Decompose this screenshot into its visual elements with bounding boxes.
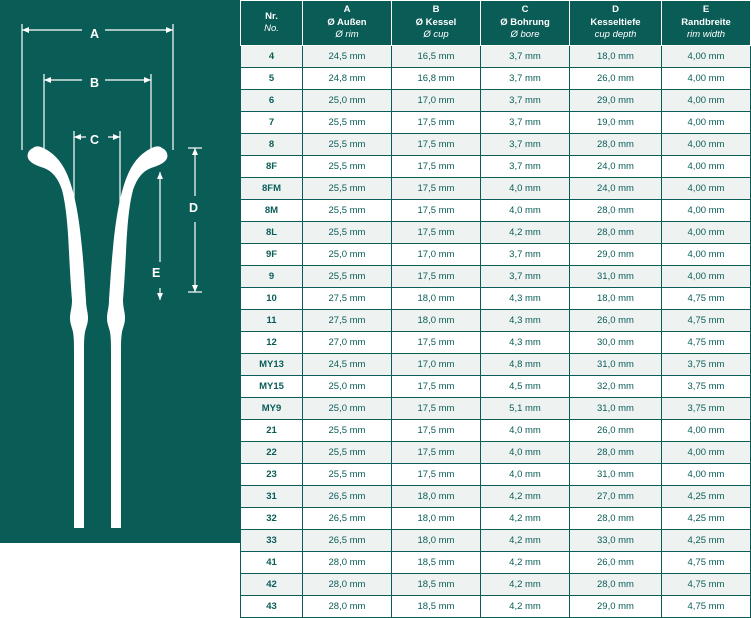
cell-c: 4,2 mm — [481, 595, 570, 617]
cell-b: 18,0 mm — [392, 309, 481, 331]
cell-c: 4,2 mm — [481, 507, 570, 529]
cell-b: 18,0 mm — [392, 287, 481, 309]
cell-b: 18,0 mm — [392, 529, 481, 551]
cell-e: 3,75 mm — [662, 375, 751, 397]
table-row — [241, 45, 751, 67]
column-letter-d: D — [612, 4, 619, 15]
table-row — [241, 551, 751, 573]
cell-d: 28,0 mm — [570, 221, 662, 243]
cell-b: 18,5 mm — [392, 573, 481, 595]
cell-d: 31,0 mm — [570, 463, 662, 485]
cell-nr: MY15 — [241, 375, 303, 397]
cell-d: 18,0 mm — [570, 287, 662, 309]
cell-a: 25,0 mm — [303, 89, 392, 111]
specifications-table — [240, 0, 751, 618]
column-title-en-a: Ø rim — [335, 28, 359, 40]
cell-a: 24,8 mm — [303, 67, 392, 89]
table-row — [241, 111, 751, 133]
cell-d: 28,0 mm — [570, 199, 662, 221]
dimension-label-c: C — [90, 133, 100, 147]
column-letter-a: A — [343, 4, 351, 15]
column-title-de-b: Ø Kessel — [415, 16, 457, 28]
cell-e: 4,75 mm — [662, 573, 751, 595]
column-title-en-b: Ø cup — [423, 28, 449, 40]
cell-c: 4,2 mm — [481, 485, 570, 507]
cell-e: 4,75 mm — [662, 595, 751, 617]
cell-b: 17,5 mm — [392, 397, 481, 419]
column-title-en-nr: No. — [264, 22, 279, 34]
cell-nr: 43 — [241, 595, 303, 617]
cell-b: 17,5 mm — [392, 111, 481, 133]
mouthpiece-diagram-panel — [0, 0, 240, 543]
cell-b: 17,0 mm — [392, 89, 481, 111]
cell-nr: 33 — [241, 529, 303, 551]
cell-e: 4,00 mm — [662, 441, 751, 463]
cell-c: 3,7 mm — [481, 67, 570, 89]
dimension-label-e: E — [152, 266, 161, 280]
cell-e: 4,75 mm — [662, 551, 751, 573]
cell-e: 4,00 mm — [662, 89, 751, 111]
cell-a: 25,5 mm — [303, 133, 392, 155]
cell-nr: 8 — [241, 133, 303, 155]
cell-a: 25,5 mm — [303, 199, 392, 221]
cell-b: 17,5 mm — [392, 441, 481, 463]
column-letter-b: B — [432, 4, 440, 15]
cell-e: 4,75 mm — [662, 309, 751, 331]
cell-d: 29,0 mm — [570, 595, 662, 617]
table-row — [241, 287, 751, 309]
cell-a: 28,0 mm — [303, 573, 392, 595]
cell-a: 25,5 mm — [303, 177, 392, 199]
table-body — [241, 45, 751, 617]
cell-a: 26,5 mm — [303, 507, 392, 529]
cell-b: 16,8 mm — [392, 67, 481, 89]
cell-b: 17,5 mm — [392, 265, 481, 287]
cell-d: 26,0 mm — [570, 67, 662, 89]
cell-d: 33,0 mm — [570, 529, 662, 551]
cell-d: 26,0 mm — [570, 551, 662, 573]
cell-e: 3,75 mm — [662, 397, 751, 419]
table-row — [241, 441, 751, 463]
table-row — [241, 177, 751, 199]
cell-b: 17,5 mm — [392, 419, 481, 441]
cell-c: 4,0 mm — [481, 419, 570, 441]
dimension-label-a: A — [90, 27, 100, 41]
cell-d: 28,0 mm — [570, 507, 662, 529]
cell-c: 4,2 mm — [481, 529, 570, 551]
cell-nr: 8L — [241, 221, 303, 243]
specifications-table-container — [240, 0, 751, 612]
cell-e: 4,25 mm — [662, 507, 751, 529]
column-header-e — [662, 1, 751, 46]
column-title-en-d: cup depth — [594, 28, 637, 40]
cell-d: 26,0 mm — [570, 309, 662, 331]
cell-c: 4,2 mm — [481, 573, 570, 595]
cell-e: 4,00 mm — [662, 199, 751, 221]
cell-b: 17,0 mm — [392, 243, 481, 265]
cell-c: 5,1 mm — [481, 397, 570, 419]
cell-nr: 8F — [241, 155, 303, 177]
cell-e: 4,25 mm — [662, 529, 751, 551]
column-header-d — [570, 1, 662, 46]
cell-nr: 23 — [241, 463, 303, 485]
cell-e: 4,00 mm — [662, 419, 751, 441]
table-row — [241, 573, 751, 595]
table-row — [241, 595, 751, 617]
cell-a: 24,5 mm — [303, 353, 392, 375]
table-row — [241, 331, 751, 353]
cell-e: 4,75 mm — [662, 331, 751, 353]
table-row — [241, 353, 751, 375]
cell-nr: 9F — [241, 243, 303, 265]
cell-a: 27,0 mm — [303, 331, 392, 353]
cell-e: 4,00 mm — [662, 177, 751, 199]
table-row — [241, 155, 751, 177]
table-row — [241, 67, 751, 89]
cell-c: 4,2 mm — [481, 551, 570, 573]
column-title-de-nr: Nr. — [265, 10, 278, 22]
mouthpiece-cross-section-icon — [0, 0, 240, 543]
cell-b: 17,5 mm — [392, 133, 481, 155]
cell-c: 4,0 mm — [481, 441, 570, 463]
cell-a: 25,5 mm — [303, 111, 392, 133]
cell-nr: 4 — [241, 45, 303, 67]
cell-b: 17,5 mm — [392, 155, 481, 177]
cell-e: 4,00 mm — [662, 45, 751, 67]
cell-b: 16,5 mm — [392, 45, 481, 67]
cell-e: 4,00 mm — [662, 463, 751, 485]
cell-c: 4,3 mm — [481, 331, 570, 353]
cell-e: 4,00 mm — [662, 243, 751, 265]
cell-c: 3,7 mm — [481, 243, 570, 265]
table-row — [241, 507, 751, 529]
cell-a: 26,5 mm — [303, 485, 392, 507]
cell-c: 3,7 mm — [481, 265, 570, 287]
cell-b: 17,0 mm — [392, 353, 481, 375]
table-row — [241, 89, 751, 111]
cell-a: 25,5 mm — [303, 419, 392, 441]
table-row — [241, 397, 751, 419]
column-title-en-e: rim width — [686, 28, 725, 40]
cell-nr: MY9 — [241, 397, 303, 419]
cell-e: 4,00 mm — [662, 155, 751, 177]
cell-a: 25,5 mm — [303, 463, 392, 485]
cell-a: 25,0 mm — [303, 375, 392, 397]
cell-d: 29,0 mm — [570, 89, 662, 111]
cell-d: 30,0 mm — [570, 331, 662, 353]
cell-c: 4,2 mm — [481, 221, 570, 243]
column-letter-c: C — [521, 4, 529, 15]
cell-nr: 7 — [241, 111, 303, 133]
cell-b: 18,5 mm — [392, 595, 481, 617]
cell-nr: 22 — [241, 441, 303, 463]
column-title-de-a: Ø Außen — [327, 16, 367, 28]
column-header-a — [303, 1, 392, 46]
table-row — [241, 529, 751, 551]
cell-c: 4,5 mm — [481, 375, 570, 397]
dimension-line-e — [157, 172, 163, 300]
cell-e: 3,75 mm — [662, 353, 751, 375]
cell-d: 24,0 mm — [570, 155, 662, 177]
cell-c: 4,3 mm — [481, 287, 570, 309]
cell-nr: 31 — [241, 485, 303, 507]
column-title-de-c: Ø Bohrung — [500, 16, 550, 28]
table-row — [241, 419, 751, 441]
cell-c: 4,0 mm — [481, 177, 570, 199]
cell-e: 4,00 mm — [662, 221, 751, 243]
cell-b: 17,5 mm — [392, 177, 481, 199]
cell-nr: 9 — [241, 265, 303, 287]
cell-e: 4,00 mm — [662, 67, 751, 89]
cell-a: 25,5 mm — [303, 155, 392, 177]
cell-a: 27,5 mm — [303, 287, 392, 309]
cell-d: 31,0 mm — [570, 265, 662, 287]
cell-c: 4,8 mm — [481, 353, 570, 375]
table-row — [241, 221, 751, 243]
cell-a: 25,0 mm — [303, 243, 392, 265]
cell-nr: 21 — [241, 419, 303, 441]
cell-d: 28,0 mm — [570, 133, 662, 155]
cell-nr: 10 — [241, 287, 303, 309]
cell-a: 24,5 mm — [303, 45, 392, 67]
cell-b: 18,5 mm — [392, 551, 481, 573]
table-row — [241, 133, 751, 155]
cell-e: 4,00 mm — [662, 265, 751, 287]
table-row — [241, 265, 751, 287]
table-row — [241, 243, 751, 265]
cell-d: 18,0 mm — [570, 45, 662, 67]
cell-nr: 11 — [241, 309, 303, 331]
cell-a: 25,5 mm — [303, 265, 392, 287]
cell-b: 17,5 mm — [392, 221, 481, 243]
cell-d: 31,0 mm — [570, 353, 662, 375]
column-title-en-c: Ø bore — [510, 28, 540, 40]
cell-d: 19,0 mm — [570, 111, 662, 133]
cell-e: 4,25 mm — [662, 485, 751, 507]
table-row — [241, 375, 751, 397]
cell-a: 28,0 mm — [303, 551, 392, 573]
cell-d: 27,0 mm — [570, 485, 662, 507]
cell-nr: 6 — [241, 89, 303, 111]
cell-e: 4,00 mm — [662, 111, 751, 133]
cell-a: 25,0 mm — [303, 397, 392, 419]
cell-e: 4,75 mm — [662, 287, 751, 309]
column-header-b — [392, 1, 481, 46]
column-letter-e: E — [702, 4, 710, 15]
dimension-line-d — [188, 148, 202, 292]
cell-nr: MY13 — [241, 353, 303, 375]
table-header-row — [241, 1, 751, 46]
cell-b: 18,0 mm — [392, 485, 481, 507]
column-title-de-d: Kesseltiefe — [590, 16, 641, 28]
cell-nr: 41 — [241, 551, 303, 573]
cell-nr: 42 — [241, 573, 303, 595]
cell-c: 4,3 mm — [481, 309, 570, 331]
cell-c: 3,7 mm — [481, 45, 570, 67]
column-header-nr — [241, 1, 303, 46]
cell-nr: 8FM — [241, 177, 303, 199]
cell-a: 26,5 mm — [303, 529, 392, 551]
cell-nr: 32 — [241, 507, 303, 529]
cell-nr: 8M — [241, 199, 303, 221]
cell-b: 18,0 mm — [392, 507, 481, 529]
cell-e: 4,00 mm — [662, 133, 751, 155]
cell-b: 17,5 mm — [392, 463, 481, 485]
cell-a: 25,5 mm — [303, 221, 392, 243]
table-header — [241, 1, 751, 46]
cell-c: 4,0 mm — [481, 199, 570, 221]
cell-b: 17,5 mm — [392, 375, 481, 397]
cell-c: 3,7 mm — [481, 155, 570, 177]
table-row — [241, 485, 751, 507]
cell-d: 28,0 mm — [570, 573, 662, 595]
cell-nr: 5 — [241, 67, 303, 89]
cell-b: 17,5 mm — [392, 199, 481, 221]
table-row — [241, 199, 751, 221]
cell-a: 28,0 mm — [303, 595, 392, 617]
cell-d: 26,0 mm — [570, 419, 662, 441]
table-row — [241, 309, 751, 331]
cell-d: 29,0 mm — [570, 243, 662, 265]
column-title-de-e: Randbreite — [681, 16, 731, 28]
cell-c: 4,0 mm — [481, 463, 570, 485]
cell-a: 25,5 mm — [303, 441, 392, 463]
cell-c: 3,7 mm — [481, 89, 570, 111]
dimension-label-b: B — [90, 76, 100, 90]
cell-d: 31,0 mm — [570, 397, 662, 419]
column-header-c — [481, 1, 570, 46]
cell-a: 27,5 mm — [303, 309, 392, 331]
cell-d: 32,0 mm — [570, 375, 662, 397]
cell-d: 24,0 mm — [570, 177, 662, 199]
dimension-label-d: D — [189, 201, 199, 215]
cell-b: 17,5 mm — [392, 331, 481, 353]
cell-c: 3,7 mm — [481, 133, 570, 155]
cell-d: 28,0 mm — [570, 441, 662, 463]
cell-c: 3,7 mm — [481, 111, 570, 133]
table-row — [241, 463, 751, 485]
cell-nr: 12 — [241, 331, 303, 353]
